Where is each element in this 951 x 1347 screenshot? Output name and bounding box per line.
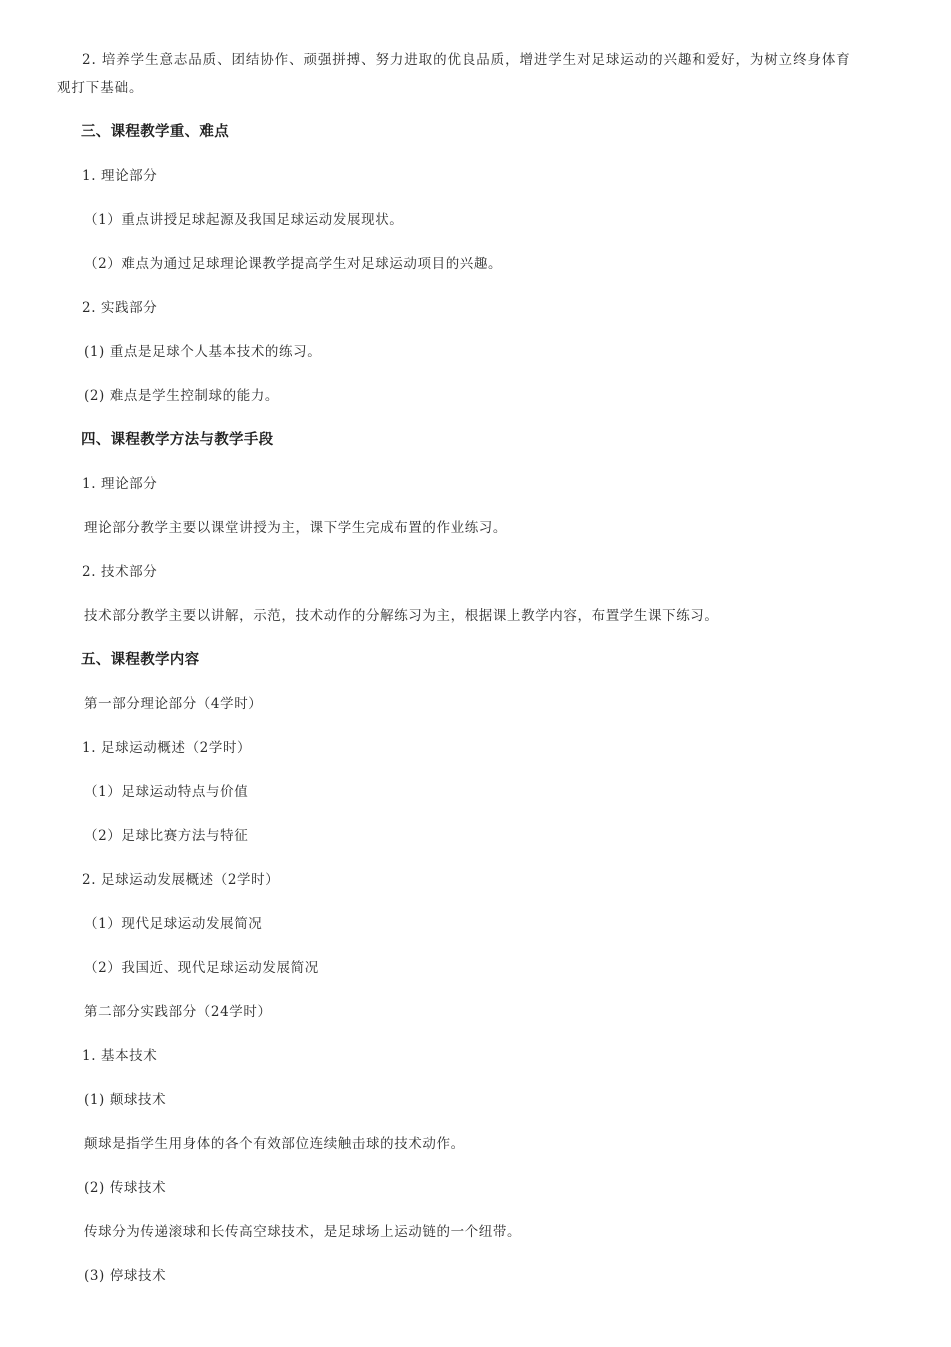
- skill1-text: 颠球是指学生用身体的各个有效部位连续触击球的技术动作。: [84, 1136, 465, 1152]
- section3-practice-item-1: (1) 重点是足球个人基本技术的练习。: [84, 344, 322, 360]
- section4-theory-text: 理论部分教学主要以课堂讲授为主，课下学生完成布置的作业练习。: [84, 520, 507, 536]
- section3-practice-item-2: (2) 难点是学生控制球的能力。: [84, 388, 280, 404]
- intro-line-2: 观打下基础。: [57, 80, 144, 96]
- section5-part1-title: 第一部分理论部分（4学时）: [84, 696, 263, 712]
- skill2-title: (2) 传球技术: [84, 1180, 167, 1196]
- section3-theory-item-1: （1）重点讲授足球起源及我国足球运动发展现状。: [84, 212, 404, 228]
- skill2-text: 传球分为传递滚球和长传高空球技术，是足球场上运动链的一个纽带。: [84, 1224, 522, 1240]
- section5-part2-title: 第二部分实践部分（24学时）: [84, 1004, 272, 1020]
- intro-line-1: 2. 培养学生意志品质、团结协作、顽强拼搏、努力进取的优良品质，增进学生对足球运动的兴趣和爱好，为树立终身体育: [82, 52, 851, 68]
- skill3-title: (3) 停球技术: [84, 1268, 167, 1284]
- section5-part1-sub2-item-2: （2）我国近、现代足球运动发展简况: [84, 960, 319, 976]
- section5-part1-sub1: 1. 足球运动概述（2学时）: [82, 740, 252, 756]
- section5-part1-sub2: 2. 足球运动发展概述（2学时）: [82, 872, 280, 888]
- section3-heading: 三、课程教学重、难点: [81, 124, 229, 140]
- section5-part2-sub1: 1. 基本技术: [82, 1048, 158, 1064]
- section4-heading: 四、课程教学方法与教学手段: [81, 432, 274, 448]
- intro-paragraph: [57, 46, 903, 102]
- section3-theory-title: 1. 理论部分: [82, 168, 158, 184]
- section3-practice-title: 2. 实践部分: [82, 300, 158, 316]
- section3-theory-item-2: （2）难点为通过足球理论课教学提高学生对足球运动项目的兴趣。: [84, 256, 503, 272]
- section4-tech-text: 技术部分教学主要以讲解，示范，技术动作的分解练习为主，根据课上教学内容，布置学生课下练习。: [84, 608, 719, 624]
- section4-theory-title: 1. 理论部分: [82, 476, 158, 492]
- section5-heading: 五、课程教学内容: [81, 652, 200, 668]
- section5-part1-sub1-item-1: （1）足球运动特点与价值: [84, 784, 249, 800]
- section4-tech-title: 2. 技术部分: [82, 564, 158, 580]
- section5-part1-sub1-item-2: （2）足球比赛方法与特征: [84, 828, 249, 844]
- skill1-title: (1) 颠球技术: [84, 1092, 167, 1108]
- section5-part1-sub2-item-1: （1）现代足球运动发展简况: [84, 916, 263, 932]
